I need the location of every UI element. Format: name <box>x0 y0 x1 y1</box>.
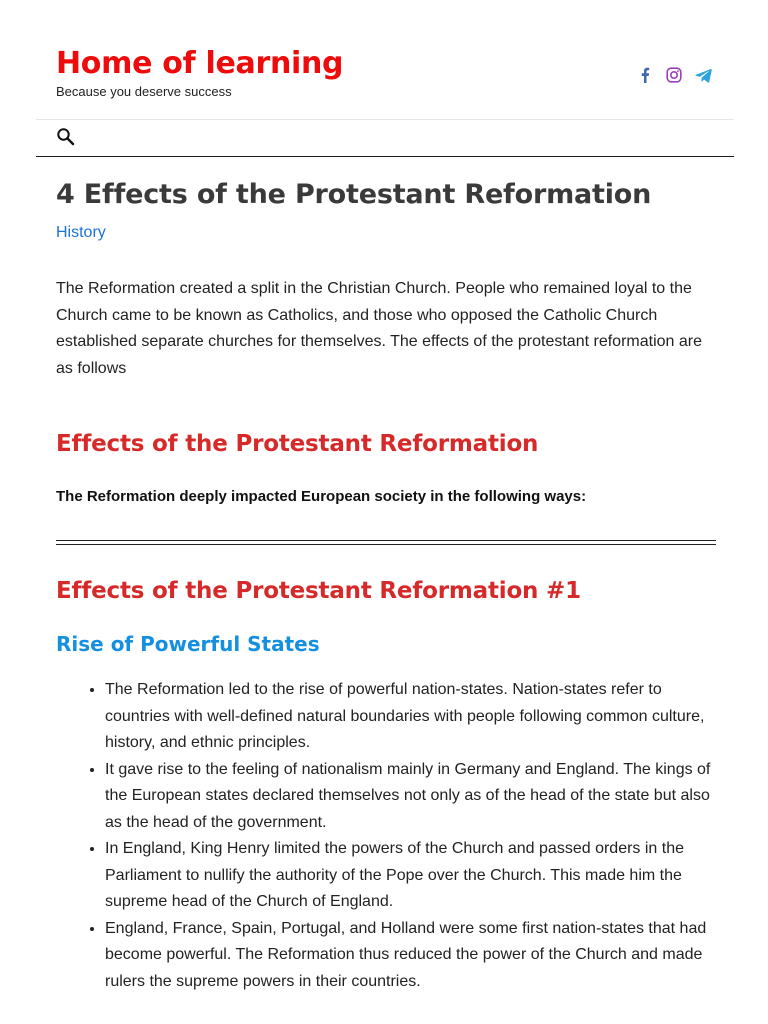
article <box>56 176 716 995</box>
nav-divider <box>36 156 734 157</box>
section-heading: Effects of the Protestant Reformation <box>56 431 539 457</box>
facebook-icon[interactable] <box>636 66 654 84</box>
instagram-icon[interactable] <box>665 66 683 84</box>
effect-heading: Effects of the Protestant Reformation #1 <box>56 578 581 604</box>
list-item: • The Reformation led to the rise of powerful nation-states. Nation-states refer to countries with well-defined natural boundaries with people following common culture, history, and ethnic principles. <box>105 677 716 757</box>
header-divider <box>36 119 734 120</box>
search-icon[interactable] <box>56 127 76 147</box>
lead-text: The Reformation deeply impacted European society in the following ways: <box>56 488 587 505</box>
effect-subheading: Rise of Powerful States <box>56 632 320 656</box>
telegram-icon[interactable] <box>694 66 712 84</box>
site-tagline: Because you deserve success <box>56 84 232 99</box>
effects-list <box>56 677 716 995</box>
list-item: • It gave rise to the feeling of nationalism mainly in Germany and England. The kings of the European states declared themselves not only as of the head of the state but also as the head of the government. <box>105 757 716 837</box>
category-link[interactable]: History <box>56 224 106 241</box>
social-links <box>636 66 712 84</box>
site-title-link[interactable]: Home of learning <box>56 46 344 81</box>
list-item: • In England, King Henry limited the powers of the Church and passed orders in the Parliament to nullify the authority of the Pope over the Church. This made him the supreme head of the Church of England. <box>105 836 716 916</box>
site-header <box>56 44 716 100</box>
section-divider <box>56 540 716 545</box>
post-title: 4 Effects of the Protestant Reformation <box>56 179 652 210</box>
list-item: • England, France, Spain, Portugal, and Holland were some first nation-states that had become powerful. The Reformation thus reduced the power of the Church and made rulers the supreme powers in their countries. <box>105 916 716 996</box>
intro-paragraph: The Reformation created a split in the Christian Church. People who remained loyal to the Church came to be known as Catholics, and those who opposed the Catholic Church established separate churches for themselves. The effects of the protestant reformation are as follows <box>56 280 702 377</box>
